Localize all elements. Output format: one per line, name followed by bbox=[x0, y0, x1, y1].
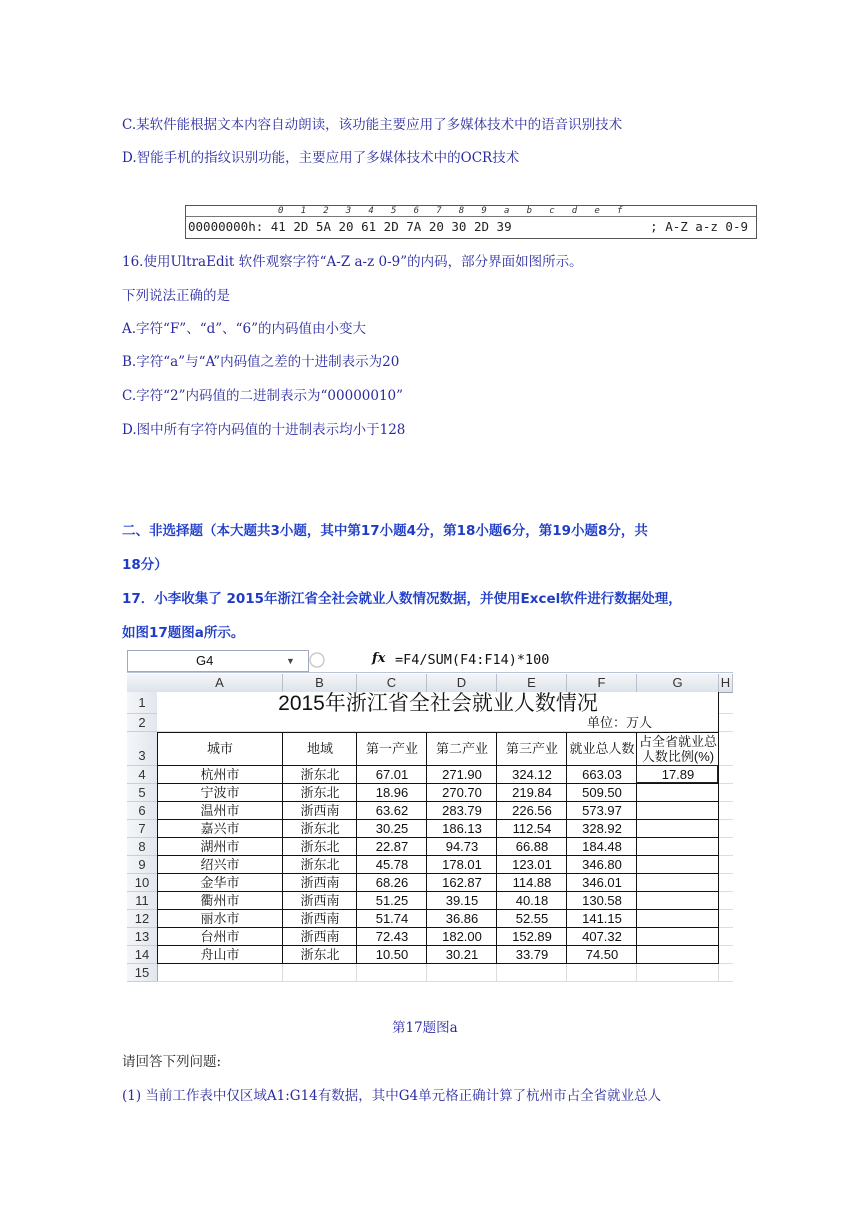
table-border bbox=[157, 819, 719, 820]
hex-ruler-label: 7 bbox=[436, 206, 442, 216]
data-cell[interactable]: 衢州市 bbox=[200, 893, 240, 908]
row-header-1[interactable]: 1 bbox=[127, 692, 158, 714]
q17-stem-line2: 如图17题图a所示。 bbox=[122, 625, 245, 641]
header-g-line1: 占全省就业总 bbox=[638, 734, 717, 749]
data-cell[interactable]: 182.00 bbox=[442, 929, 482, 944]
table-border bbox=[157, 837, 719, 838]
data-cell[interactable]: 22.87 bbox=[375, 839, 409, 854]
hex-column-ruler bbox=[186, 206, 756, 217]
data-cell[interactable] bbox=[637, 820, 719, 838]
table-border bbox=[157, 801, 719, 802]
data-cell[interactable]: 33.79 bbox=[515, 947, 549, 962]
header-cell[interactable]: 地域 bbox=[306, 741, 333, 756]
data-cell[interactable]: 72.43 bbox=[375, 929, 409, 944]
column-header-f[interactable]: F bbox=[567, 674, 637, 693]
header-g-line2: 人数比例(%) bbox=[641, 749, 715, 764]
figure-caption: 第17题图a bbox=[392, 1020, 458, 1036]
row-header-15[interactable]: 15 bbox=[127, 964, 158, 982]
hex-ruler-label: e bbox=[594, 206, 600, 216]
hex-ruler-label: 3 bbox=[345, 206, 352, 216]
data-cell[interactable]: 573.97 bbox=[582, 803, 622, 818]
data-cell[interactable]: 184.48 bbox=[582, 839, 622, 854]
data-cell[interactable]: 407.32 bbox=[582, 929, 622, 944]
q16-option-b: B.字符“a”与“A”内码值之差的十进制表示为20 bbox=[122, 354, 400, 370]
data-cell[interactable]: 328.92 bbox=[582, 821, 622, 836]
data-cell[interactable]: 浙东北 bbox=[300, 821, 340, 836]
data-cell[interactable]: 30.25 bbox=[375, 821, 409, 836]
hex-ruler-label: 4 bbox=[368, 206, 374, 216]
hex-ruler-label: 1 bbox=[300, 206, 307, 216]
row-header-7[interactable]: 7 bbox=[127, 820, 158, 838]
data-cell[interactable]: 509.50 bbox=[582, 785, 622, 800]
hex-ruler-label: 5 bbox=[391, 206, 397, 216]
table-border bbox=[157, 873, 719, 874]
data-cell[interactable]: 10.50 bbox=[375, 947, 409, 962]
table-border bbox=[157, 855, 719, 856]
data-cell[interactable]: 123.01 bbox=[512, 857, 552, 872]
questions-prompt: 请回答下列问题: bbox=[122, 1054, 222, 1070]
column-header-a[interactable]: A bbox=[157, 674, 283, 693]
chevron-down-icon[interactable]: ▼ bbox=[286, 656, 295, 666]
table-border bbox=[157, 891, 719, 892]
data-cell[interactable]: 152.89 bbox=[512, 929, 552, 944]
data-cell[interactable]: 283.79 bbox=[442, 803, 482, 818]
data-cell[interactable]: 浙东北 bbox=[300, 839, 340, 854]
sheet-title[interactable]: 2015年浙江省全社会就业人数情况 bbox=[278, 692, 598, 715]
data-cell[interactable]: 141.15 bbox=[582, 911, 622, 926]
column-header-h[interactable]: H bbox=[719, 674, 733, 693]
name-box[interactable] bbox=[127, 650, 309, 672]
data-cell[interactable] bbox=[637, 838, 719, 856]
insert-function-icon[interactable]: fx bbox=[372, 651, 386, 666]
data-cell[interactable] bbox=[637, 928, 719, 946]
data-cell[interactable] bbox=[637, 784, 719, 802]
data-cell[interactable]: 嘉兴市 bbox=[200, 821, 240, 836]
unit-label[interactable]: 单位：万人 bbox=[587, 715, 653, 730]
data-cell[interactable]: 浙东北 bbox=[300, 947, 340, 962]
data-cell[interactable]: 51.25 bbox=[375, 893, 409, 908]
data-cell[interactable]: 39.15 bbox=[445, 893, 479, 908]
section2-heading-line1: 二、非选择题（本大题共3小题，其中第17小题4分，第18小题6分，第19小题8分，共 bbox=[122, 523, 648, 539]
data-cell[interactable]: 18.96 bbox=[375, 785, 409, 800]
gridline bbox=[157, 981, 733, 982]
data-cell[interactable]: 浙西南 bbox=[300, 911, 340, 926]
hex-ruler-label: c bbox=[549, 206, 555, 216]
q16-stem: 16.使用UltraEdit 软件观察字符“A-Z a-z 0-9”的内码，部分界面如图所示。 bbox=[122, 254, 583, 270]
data-cell[interactable]: 丽水市 bbox=[200, 911, 240, 926]
q17-stem-line1: 17．小李收集了 2015年浙江省全社会就业人数情况数据，并使用Excel软件进行数据处理， bbox=[122, 591, 682, 607]
hex-ruler-label: 8 bbox=[458, 206, 465, 216]
ultraedit-hex-view bbox=[185, 205, 757, 239]
data-cell[interactable]: 温州市 bbox=[200, 803, 240, 818]
q16-option-a: A.字符“F”、“d”、“6”的内码值由小变大 bbox=[122, 321, 367, 337]
row-header-11[interactable]: 11 bbox=[127, 892, 158, 910]
table-border bbox=[157, 732, 719, 733]
data-cell[interactable]: 663.03 bbox=[582, 767, 622, 782]
q16-option-c: C.字符“2”内码值的二进制表示为“00000010” bbox=[122, 388, 404, 404]
data-cell[interactable]: 杭州市 bbox=[200, 767, 240, 782]
select-all-corner[interactable] bbox=[127, 674, 158, 693]
table-border bbox=[157, 732, 158, 964]
hex-ruler-label: a bbox=[504, 206, 510, 216]
table-border bbox=[157, 909, 719, 910]
data-cell[interactable]: 130.58 bbox=[582, 893, 622, 908]
data-cell[interactable]: 63.62 bbox=[375, 803, 409, 818]
data-cell[interactable]: 346.80 bbox=[582, 857, 622, 872]
column-header-b[interactable]: B bbox=[283, 674, 357, 693]
data-cell[interactable]: 浙东北 bbox=[300, 767, 340, 782]
formula-bar bbox=[127, 648, 733, 673]
table-border bbox=[426, 732, 427, 964]
header-cell[interactable]: 第一产业 bbox=[365, 741, 418, 756]
data-cell[interactable]: 舟山市 bbox=[200, 947, 240, 962]
data-cell[interactable]: 51.74 bbox=[375, 911, 409, 926]
data-cell[interactable]: 36.86 bbox=[445, 911, 479, 926]
data-cell[interactable] bbox=[637, 946, 719, 964]
data-cell[interactable] bbox=[637, 874, 719, 892]
question-1-text: (1) 当前工作表中仅区域A1:G14有数据，其中G4单元格正确计算了杭州市占全省就业总人 bbox=[122, 1088, 662, 1104]
data-cell[interactable]: 绍兴市 bbox=[200, 857, 240, 872]
data-cell[interactable]: 74.50 bbox=[585, 947, 619, 962]
q15-option-d: D.智能手机的指纹识别功能，主要应用了多媒体技术中的OCR技术 bbox=[122, 150, 520, 166]
hex-ruler-label: 2 bbox=[323, 206, 329, 216]
data-cell[interactable]: 金华市 bbox=[200, 875, 240, 890]
name-box-value: G4 bbox=[196, 653, 214, 668]
selected-cell-g4[interactable] bbox=[636, 765, 718, 783]
hex-ruler-label: 0 bbox=[278, 206, 284, 216]
table-border bbox=[157, 765, 719, 766]
q15-option-c: C.某软件能根据文本内容自动朗读，该功能主要应用了多媒体技术中的语音识别技术 bbox=[122, 117, 623, 133]
data-cell[interactable]: 52.55 bbox=[515, 911, 549, 926]
row-header-3[interactable]: 3 bbox=[127, 732, 158, 766]
row-header-9[interactable]: 9 bbox=[127, 856, 158, 874]
data-cell[interactable]: 浙东北 bbox=[300, 857, 340, 872]
data-cell[interactable]: 94.73 bbox=[445, 839, 479, 854]
excel-screenshot bbox=[127, 648, 733, 1002]
data-cell[interactable]: 宁波市 bbox=[200, 785, 240, 800]
column-header-d[interactable]: D bbox=[427, 674, 497, 693]
row-header-6[interactable]: 6 bbox=[127, 802, 158, 820]
data-cell[interactable]: 台州市 bbox=[200, 929, 240, 944]
header-cell[interactable]: 第二产业 bbox=[435, 741, 488, 756]
data-cell[interactable] bbox=[637, 892, 719, 910]
header-cell[interactable]: 第三产业 bbox=[505, 741, 558, 756]
header-cell[interactable] bbox=[637, 732, 719, 768]
hex-row: 00000000h: 41 2D 5A 20 61 2D 7A 20 30 2D 39 bbox=[188, 219, 512, 234]
data-cell[interactable]: 114.88 bbox=[512, 875, 552, 890]
data-cell[interactable]: 68.26 bbox=[375, 875, 409, 890]
section2-heading-line2: 18分） bbox=[122, 557, 168, 573]
data-cell[interactable]: 186.13 bbox=[442, 821, 482, 836]
data-cell[interactable]: 浙西南 bbox=[300, 929, 340, 944]
title-border bbox=[718, 692, 719, 732]
column-header-g[interactable]: G bbox=[637, 674, 719, 693]
cancel-icon bbox=[307, 650, 327, 670]
row-header-10[interactable]: 10 bbox=[127, 874, 158, 892]
hex-ruler-label: b bbox=[526, 206, 533, 216]
header-cell[interactable]: 城市 bbox=[206, 741, 233, 756]
data-cell[interactable]: 30.21 bbox=[445, 947, 479, 962]
data-cell[interactable] bbox=[637, 856, 719, 874]
data-cell[interactable]: 346.01 bbox=[582, 875, 622, 890]
hex-ascii: ; A-Z a-z 0-9 bbox=[650, 219, 748, 234]
data-cell[interactable]: 浙东北 bbox=[300, 785, 340, 800]
row-header-2[interactable]: 2 bbox=[127, 714, 158, 732]
table-border bbox=[496, 732, 497, 964]
formula-text[interactable]: =F4/SUM(F4:F14)*100 bbox=[395, 652, 550, 668]
row-header-12[interactable]: 12 bbox=[127, 910, 158, 928]
data-cell[interactable]: 226.56 bbox=[512, 803, 552, 818]
data-cell[interactable]: 270.70 bbox=[442, 785, 482, 800]
hex-ruler-label: f bbox=[617, 206, 623, 216]
table-border bbox=[157, 963, 719, 964]
table-border bbox=[718, 732, 719, 964]
row-header-5[interactable]: 5 bbox=[127, 784, 158, 802]
column-header-e[interactable]: E bbox=[497, 674, 567, 693]
data-cell[interactable]: 浙西南 bbox=[300, 875, 340, 890]
q16-option-d: D.图中所有字符内码值的十进制表示均小于128 bbox=[122, 422, 406, 438]
data-cell[interactable]: 湖州市 bbox=[200, 839, 240, 854]
table-border bbox=[157, 783, 719, 784]
data-cell[interactable] bbox=[637, 910, 719, 928]
data-cell[interactable]: 45.78 bbox=[375, 857, 409, 872]
data-cell[interactable] bbox=[637, 802, 719, 820]
table-border bbox=[157, 927, 719, 928]
data-cell[interactable]: 271.90 bbox=[442, 767, 482, 782]
column-header-c[interactable]: C bbox=[357, 674, 427, 693]
row-header-14[interactable]: 14 bbox=[127, 946, 158, 964]
data-cell[interactable]: 40.18 bbox=[515, 893, 549, 908]
header-cell[interactable]: 就业总人数 bbox=[569, 741, 635, 756]
data-cell[interactable]: 66.88 bbox=[515, 839, 549, 854]
row-header-13[interactable]: 13 bbox=[127, 928, 158, 946]
data-cell[interactable]: 162.87 bbox=[442, 875, 482, 890]
data-cell[interactable]: 219.84 bbox=[512, 785, 552, 800]
data-cell[interactable]: 浙西南 bbox=[300, 893, 340, 908]
q16-prompt: 下列说法正确的是 bbox=[122, 288, 230, 304]
row-header-8[interactable]: 8 bbox=[127, 838, 158, 856]
hex-ruler-label: 6 bbox=[413, 206, 420, 216]
hex-ruler-label: 9 bbox=[481, 206, 487, 216]
row-header-4[interactable]: 4 bbox=[127, 766, 158, 784]
data-cell[interactable]: 324.12 bbox=[512, 767, 552, 782]
data-cell[interactable]: 178.01 bbox=[442, 857, 482, 872]
table-border bbox=[356, 732, 357, 964]
table-border bbox=[282, 732, 283, 964]
data-cell[interactable]: 112.54 bbox=[512, 821, 552, 836]
data-cell[interactable]: 17.89 bbox=[661, 767, 695, 782]
table-border bbox=[566, 732, 567, 964]
data-cell[interactable]: 67.01 bbox=[375, 767, 409, 782]
table-border bbox=[157, 945, 719, 946]
hex-ruler-label: d bbox=[571, 206, 578, 216]
data-cell[interactable]: 浙西南 bbox=[300, 803, 340, 818]
